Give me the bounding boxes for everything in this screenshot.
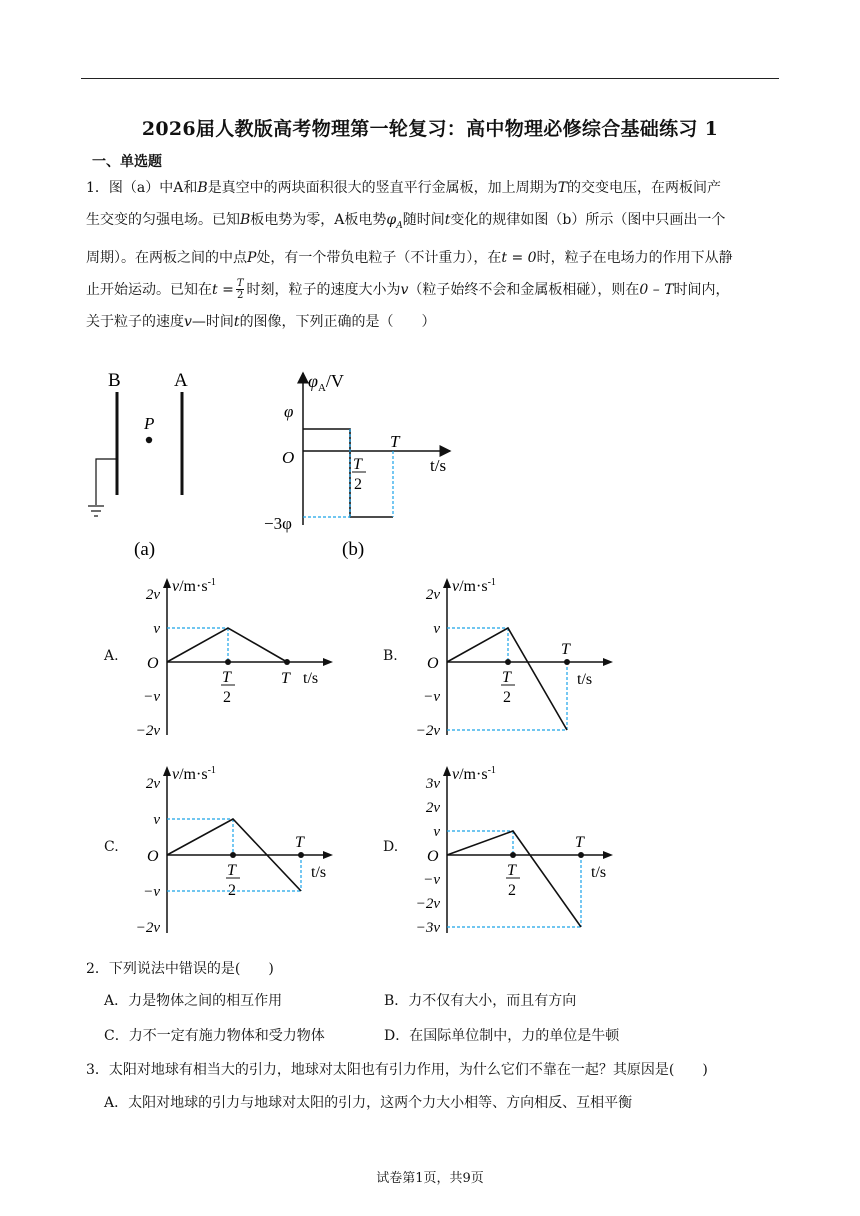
question-1-text bbox=[86, 172, 776, 338]
plate-a-label: A bbox=[174, 370, 188, 391]
period-point bbox=[298, 852, 304, 858]
velocity-series bbox=[167, 628, 287, 662]
y-tick-label: −2v bbox=[135, 723, 160, 739]
y-tick-label: −v bbox=[423, 872, 440, 888]
x-tick-half-den: 2 bbox=[228, 882, 236, 899]
y-axis-arrow bbox=[163, 578, 171, 588]
option-b-graph bbox=[410, 570, 630, 745]
q2-option-a[interactable]: A．力是物体之间的相互作用 bbox=[104, 993, 283, 1009]
ground-icon bbox=[88, 506, 104, 516]
point-p-label: P bbox=[144, 414, 155, 433]
section-label: 一、单选题 bbox=[92, 154, 162, 170]
header-rule bbox=[81, 78, 779, 79]
x-tick-half-den: 2 bbox=[223, 689, 231, 706]
q2-option-d[interactable]: D．在国际单位制中，力的单位是牛顿 bbox=[384, 1028, 620, 1044]
half-period-point bbox=[225, 659, 231, 665]
velocity-series bbox=[447, 831, 581, 927]
x-axis-label: t/s bbox=[311, 864, 327, 881]
y-tick-label: 2v bbox=[425, 587, 440, 603]
phi-step-series bbox=[303, 429, 393, 517]
x-tick-T: T bbox=[295, 834, 304, 851]
y-axis-label: $v/m\cdot s^{-1}$ bbox=[172, 577, 216, 595]
x-axis-label: t/s bbox=[591, 864, 607, 881]
y-axis-arrow bbox=[163, 766, 171, 776]
period-point bbox=[578, 852, 584, 858]
x-axis-arrow bbox=[603, 658, 613, 666]
x-tick-T: T bbox=[561, 641, 570, 658]
question-3-stem: 3．太阳对地球有相当大的引力，地球对太阳也有引力作用，为什么它们不靠在一起？其原因是( ) bbox=[86, 1062, 708, 1078]
ground-wire bbox=[96, 459, 117, 505]
x-tick-half-den: 2 bbox=[503, 689, 511, 706]
figure-b-caption: (b) bbox=[342, 539, 365, 560]
x-tick-half-num: T bbox=[502, 669, 511, 686]
figure-a-plates bbox=[80, 365, 190, 560]
x-axis-label: t/s bbox=[577, 671, 593, 688]
q2-option-c[interactable]: C．力不一定有施力物体和受力物体 bbox=[104, 1028, 325, 1044]
x-tick-half-num: T bbox=[353, 456, 362, 473]
q2-option-b[interactable]: B．力不仅有大小，而且有方向 bbox=[384, 993, 577, 1009]
y-tick-label: v bbox=[153, 812, 160, 828]
y-axis-label: $v/m\cdot s^{-1}$ bbox=[452, 577, 496, 595]
x-axis-label: t/s bbox=[303, 670, 319, 687]
y-tick-label: −2v bbox=[415, 896, 440, 912]
origin-label: O bbox=[147, 655, 159, 672]
question-2-stem: 2．下列说法中错误的是( ) bbox=[86, 961, 274, 977]
x-axis-arrow bbox=[603, 851, 613, 859]
plate-b-label: B bbox=[108, 370, 121, 391]
option-a-label[interactable]: A. bbox=[104, 648, 119, 664]
y-tick-label: 3v bbox=[425, 776, 440, 792]
q3-option-a[interactable]: A．太阳对地球的引力与地球对太阳的引力，这两个力大小相等、方向相反、互相平衡 bbox=[104, 1095, 633, 1111]
y-axis-label: $\varphi_A/V$ bbox=[308, 371, 344, 394]
x-tick-T: T bbox=[281, 670, 290, 687]
point-p bbox=[146, 437, 152, 443]
option-c-graph bbox=[130, 758, 350, 943]
half-period-point bbox=[510, 852, 516, 858]
y-tick-label: −v bbox=[143, 884, 160, 900]
y-axis-arrow bbox=[443, 578, 451, 588]
y-tick-label: 2v bbox=[425, 800, 440, 816]
y-tick-label: −2v bbox=[135, 920, 160, 936]
q1-line-2: 生交变的匀强电场。已知B板电势为零，A板电势$\varphi_A$随时间t变化的规律如图（b）所示（图中只画出一个 bbox=[86, 212, 726, 231]
page-footer: 试卷第1页，共9页 bbox=[376, 1171, 484, 1186]
y-tick-neg3phi: −3φ bbox=[264, 514, 292, 533]
figure-a-caption: (a) bbox=[134, 539, 156, 560]
y-tick-label: 2v bbox=[145, 587, 160, 603]
option-b-label[interactable]: B. bbox=[383, 648, 398, 664]
x-axis-arrow bbox=[323, 658, 333, 666]
y-tick-phi: φ bbox=[284, 402, 294, 421]
q1-line-5: 关于粒子的速度v—时间t的图像，下列正确的是（ ） bbox=[86, 313, 436, 330]
y-tick-label: v bbox=[433, 621, 440, 637]
y-axis-label: $v/m\cdot s^{-1}$ bbox=[172, 765, 216, 783]
period-point bbox=[564, 659, 570, 665]
origin-label: O bbox=[427, 848, 439, 865]
x-tick-T: T bbox=[390, 432, 400, 451]
option-c-label[interactable]: C. bbox=[104, 839, 119, 855]
x-axis-label: t/s bbox=[430, 456, 447, 475]
q1-line-3: 周期）。在两板之间的中点P处，有一个带负电粒子（不计重力），在t = 0时，粒子在电场力的作用下从静 bbox=[86, 249, 733, 266]
x-tick-half-den: 2 bbox=[354, 476, 362, 493]
y-tick-label: v bbox=[153, 621, 160, 637]
half-period-point bbox=[230, 852, 236, 858]
origin-label: O bbox=[147, 848, 159, 865]
origin-label: O bbox=[427, 655, 439, 672]
x-tick-half-den: 2 bbox=[508, 882, 516, 899]
y-tick-label: 2v bbox=[145, 776, 160, 792]
y-tick-label: −3v bbox=[415, 920, 440, 936]
origin-label: O bbox=[282, 448, 295, 467]
half-period-point bbox=[505, 659, 511, 665]
x-axis-arrow bbox=[323, 851, 333, 859]
q1-line-1: 1．图（a）中A和B是真空中的两块面积很大的竖直平行金属板，加上周期为T的交变电压，在两板间产 bbox=[86, 180, 722, 196]
figure-b-plot bbox=[303, 429, 393, 517]
y-tick-label: v bbox=[433, 824, 440, 840]
x-tick-half-num: T bbox=[507, 862, 516, 879]
y-tick-label: −v bbox=[143, 689, 160, 705]
x-tick-half-num: T bbox=[222, 669, 231, 686]
q1-line-4: 止开始运动。已知在t = $\frac{T}{2}$ 时刻，粒子的速度大小为v（粒子始终不会和金属板相碰），则在0 – T时间内， bbox=[86, 278, 730, 302]
option-a-graph bbox=[130, 570, 350, 745]
page-title: 2026届人教版高考物理第一轮复习：高中物理必修综合基础练习 1 bbox=[141, 118, 719, 140]
x-tick-half-num: T bbox=[227, 862, 236, 879]
period-point bbox=[284, 659, 290, 665]
y-tick-label: −2v bbox=[415, 723, 440, 739]
y-axis-label: $v/m\cdot s^{-1}$ bbox=[452, 765, 496, 783]
option-d-label[interactable]: D. bbox=[383, 839, 399, 855]
y-axis-arrow bbox=[443, 766, 451, 776]
y-tick-label: −v bbox=[423, 689, 440, 705]
option-d-graph bbox=[410, 758, 630, 943]
x-tick-T: T bbox=[575, 834, 584, 851]
figure-b-chart bbox=[260, 365, 460, 565]
fraction-T-over-2: $\frac{T}{2}$ bbox=[236, 278, 244, 302]
